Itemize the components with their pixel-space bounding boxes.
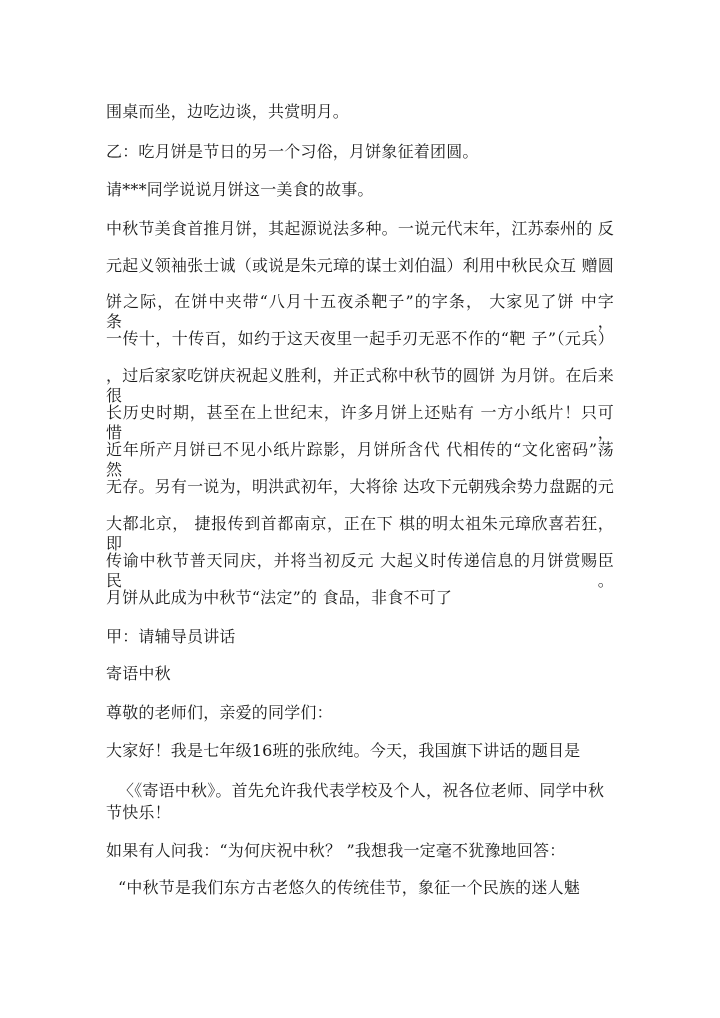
text-line: 近年所产月饼已不见小纸片踪影，月饼所含代 代相传的“文化密码”荡然 — [106, 440, 614, 479]
text-line: 请***同学说说月饼这一美食的故事。 — [106, 180, 374, 199]
text-line: 甲：请辅导员讲话 — [106, 627, 236, 646]
text-line: ，过后家家吃饼庆祝起义胜利，并正式称中秋节的圆饼 为月饼。在后来很 — [106, 366, 614, 405]
text-line: 大都北京， 捷报传到首都南京，正在下 棋的明太祖朱元璋欣喜若狂，即 — [106, 514, 614, 553]
text-line: 乙：吃月饼是节日的另一个习俗，月饼象征着团圆。 — [106, 142, 479, 161]
text-line: “中秋节是我们东方古老悠久的传统佳节，象征一个民族的迷人魅 — [118, 878, 580, 897]
section-heading: 寄语中秋 — [106, 664, 171, 683]
text-line: 饼之际，在饼中夹带“八月十五夜杀靶子”的字条， 大家见了饼 中字条， — [106, 292, 614, 331]
text-line: 无存。另有一说为，明洪武初年，大将徐 达攻下元朝残余势力盘踞的元 — [106, 477, 614, 496]
text-line: 尊敬的老师们，亲爱的同学们： — [106, 703, 333, 722]
text-line: 如果有人问我：“为何庆祝中秋？ ”我想我一定毫不犹豫地回答： — [106, 841, 566, 860]
text-line: 月饼从此成为中秋节“法定”的 食品，非食不可了 — [106, 588, 453, 607]
text-line: 长历史时期，甚至在上世纪末，许多月饼上还贴有 一方小纸片！只可惜， — [106, 403, 614, 442]
text-line: 传谕中秋节普天同庆，并将当初反元 大起义时传递信息的月饼赏赐臣民。 — [106, 551, 614, 590]
text-line: 节快乐！ — [106, 803, 171, 822]
text-line: 一传十，十传百，如约于这天夜里一起手刃无恶不作的“靶 子”（元兵） — [106, 329, 614, 348]
text-line: 大家好！我是七年级16班的张欣纯。今天，我国旗下讲话的题目是 — [106, 741, 581, 760]
text-line: 〈《寄语中秋》。首先允许我代表学校及个人，祝各位老师、同学中秋 — [118, 781, 605, 800]
text-line: 元起义领袖张士诚（或说是朱元璋的谋士刘伯温）利用中秋民众互 赠圆 — [106, 256, 614, 275]
text-line: 中秋节美食首推月饼，其起源说法多种。一说元代末年，江苏泰州的 反 — [106, 219, 614, 238]
text-line: 围桌而坐，边吃边谈，共赏明月。 — [106, 102, 350, 121]
